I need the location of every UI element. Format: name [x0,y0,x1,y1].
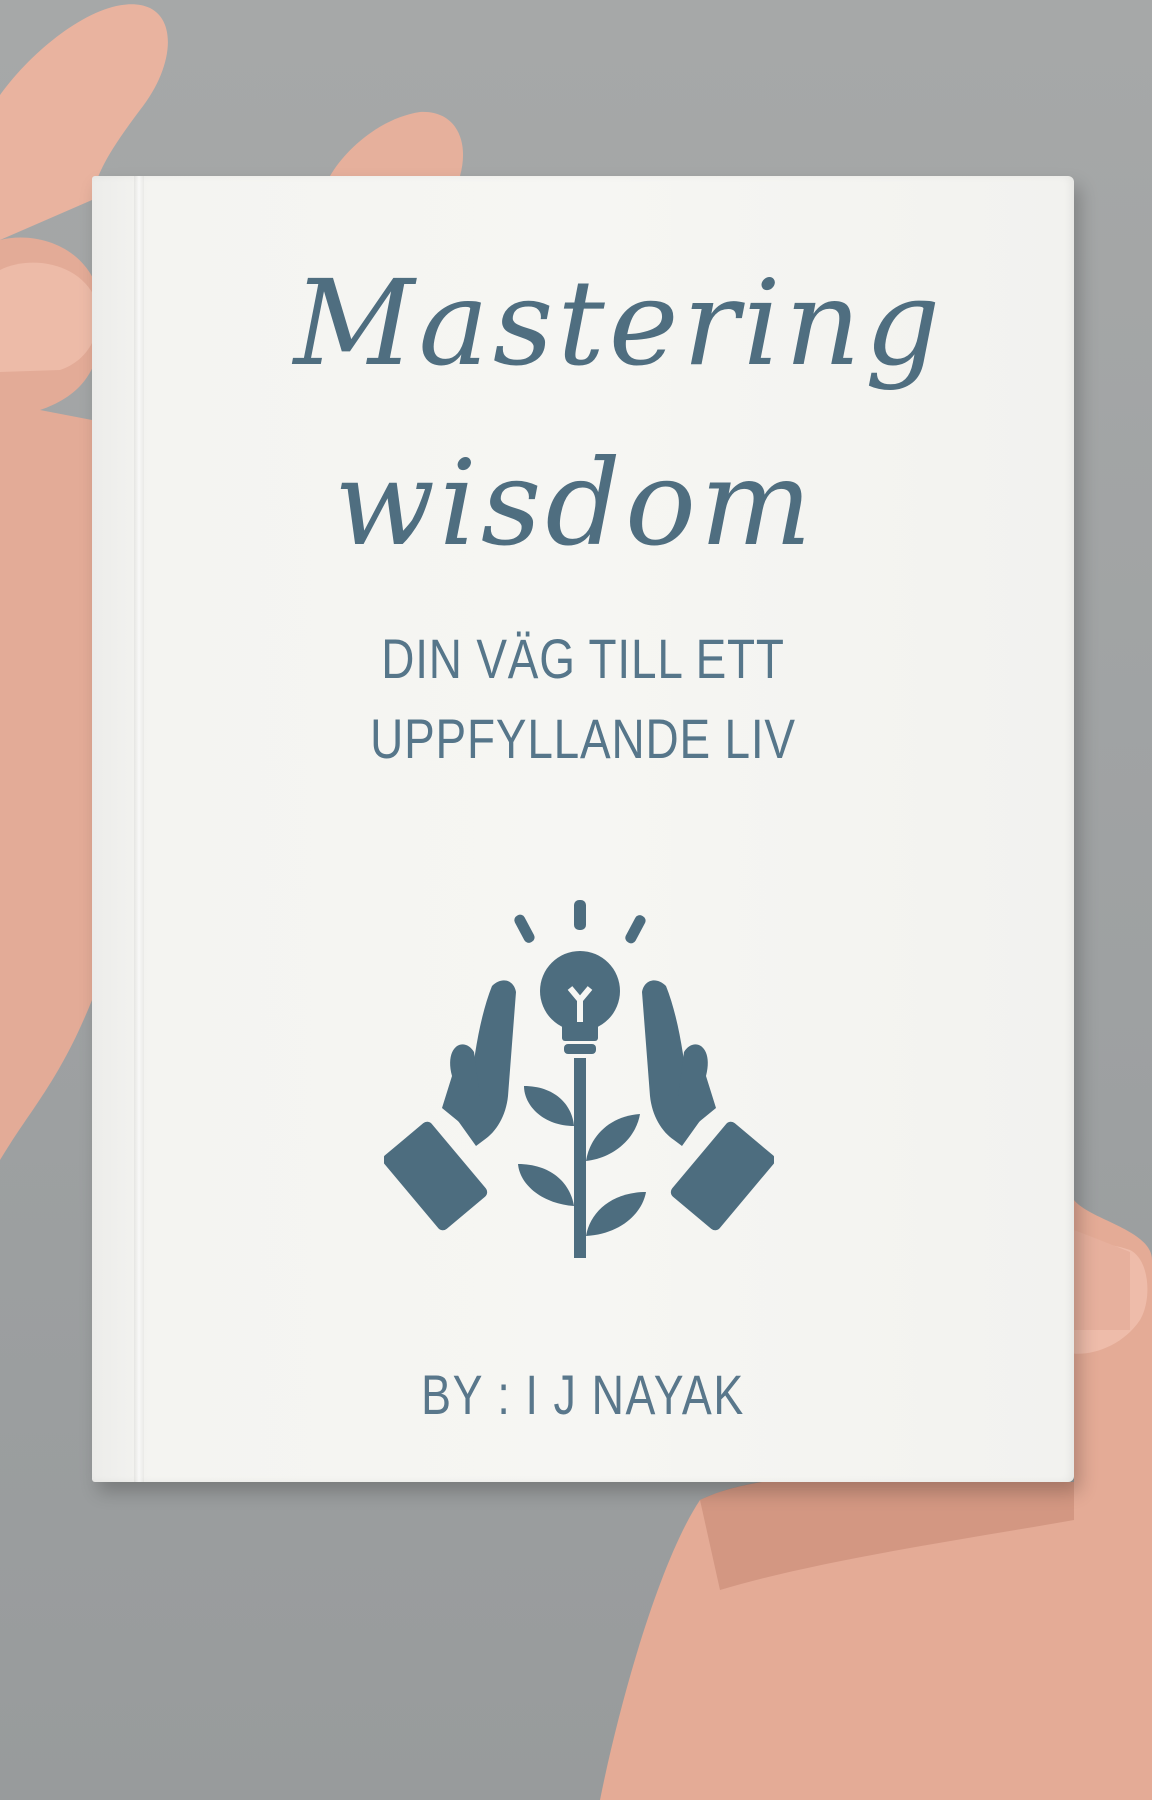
book-title-line-1: Mastering [293,254,945,392]
book-title-line-2: wisdom [334,434,816,572]
top-thumb-shape [330,112,463,176]
book-author: BY : I J NAYAK [421,1363,745,1426]
book-subtitle-line-2: UPPFYLLANDE LIV [370,707,796,770]
hands-lightbulb-plant-icon [384,896,774,1276]
book-subtitle-line-1: DIN VÄG TILL ETT [381,627,785,690]
left-hand-shape [0,238,100,1161]
book-cover [92,176,1074,1482]
